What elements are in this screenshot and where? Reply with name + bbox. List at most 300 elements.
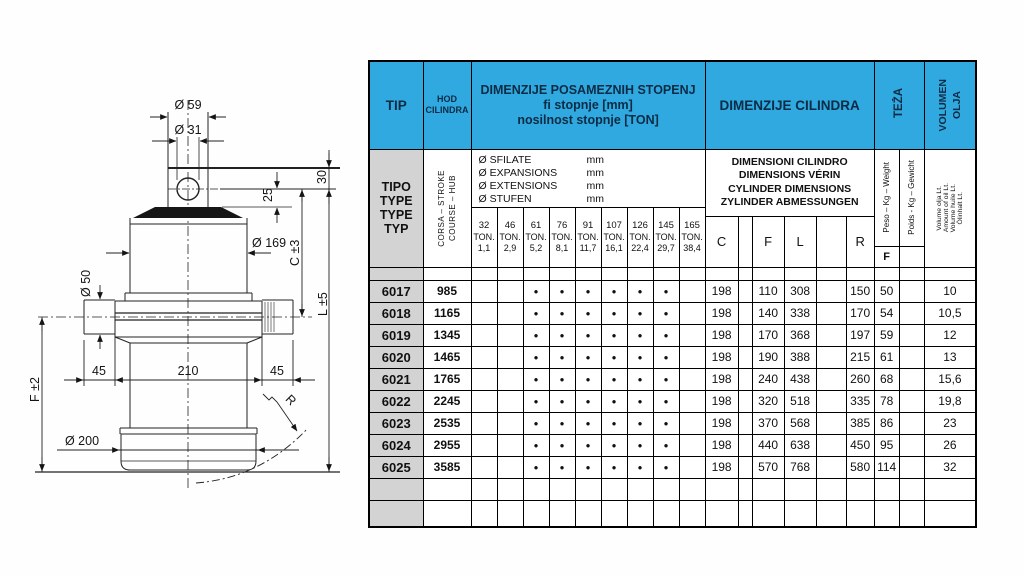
empty-cell bbox=[738, 500, 752, 527]
volume-legend-line: Volume olja Lt. bbox=[935, 185, 943, 231]
empty-cell bbox=[752, 500, 784, 527]
empty-cell bbox=[423, 500, 471, 527]
stage-legend-unit: mm bbox=[586, 179, 604, 192]
ton-word: TON. bbox=[603, 232, 625, 242]
l-cell: 568 bbox=[784, 412, 816, 434]
empty-cell bbox=[471, 478, 497, 500]
dim-label-dia200: Ø 200 bbox=[64, 434, 100, 448]
dim-label-radius: R bbox=[282, 392, 299, 409]
blank-cell bbox=[738, 456, 752, 478]
stage-legend-cell bbox=[471, 149, 705, 207]
tip-cell bbox=[369, 500, 423, 527]
tip-cell: 6021 bbox=[369, 368, 423, 390]
stage-dot-cell: ● bbox=[627, 390, 653, 412]
stage-col-header bbox=[549, 207, 575, 267]
tipo-line: TIPO bbox=[381, 180, 411, 194]
empty-cell bbox=[752, 478, 784, 500]
blank-cell bbox=[816, 368, 846, 390]
stage-col-header bbox=[601, 207, 627, 267]
weight-cell: 50 bbox=[874, 280, 899, 302]
weight-cell: 78 bbox=[874, 390, 899, 412]
stage-ton: 1,1 bbox=[477, 243, 491, 253]
empty-row bbox=[369, 500, 976, 527]
stage-dot-cell: ● bbox=[549, 412, 575, 434]
col-header-cylinder: DIMENZIJE CILINDRA bbox=[705, 61, 874, 149]
stage-dot-cell: ● bbox=[523, 456, 549, 478]
stage-legend-label: Ø SFILATE bbox=[478, 153, 532, 166]
f-cell: 370 bbox=[752, 412, 784, 434]
blank-cell bbox=[816, 324, 846, 346]
hod-cell: 1165 bbox=[423, 302, 471, 324]
stage-dot-cell: ● bbox=[601, 434, 627, 456]
stage-ton: 2,9 bbox=[503, 243, 517, 253]
stage-dot-cell bbox=[679, 368, 705, 390]
empty-cell bbox=[816, 478, 846, 500]
volume-cell: 26 bbox=[924, 434, 976, 456]
empty-cell bbox=[575, 267, 601, 280]
stage-dot-cell: ● bbox=[627, 456, 653, 478]
empty-cell bbox=[423, 478, 471, 500]
poids-cell bbox=[899, 302, 924, 324]
stage-dot-cell bbox=[497, 434, 523, 456]
volume-legend-cell bbox=[924, 149, 976, 267]
dim-label-25: 25 bbox=[261, 188, 275, 202]
empty-cell bbox=[575, 500, 601, 527]
empty-cell bbox=[784, 478, 816, 500]
volume-title-line: OLJA bbox=[950, 91, 963, 120]
stage-dot-cell bbox=[497, 390, 523, 412]
f-cell: 570 bbox=[752, 456, 784, 478]
volume-legend-line: Volume huile Lt. bbox=[949, 183, 957, 233]
c-cell: 198 bbox=[705, 324, 738, 346]
hod-cell: 2955 bbox=[423, 434, 471, 456]
col-header-r: R bbox=[846, 216, 874, 267]
col-header-c: C bbox=[705, 216, 738, 267]
poids-cell bbox=[899, 412, 924, 434]
ton-word: TON. bbox=[629, 232, 651, 242]
empty-cell bbox=[924, 500, 976, 527]
cylinder-legend-cell bbox=[705, 149, 874, 216]
stage-dot-cell: ● bbox=[523, 390, 549, 412]
stage-dot-cell bbox=[471, 324, 497, 346]
stage-dot-cell: ● bbox=[523, 280, 549, 302]
r-cell: 450 bbox=[846, 434, 874, 456]
stage-dot-cell: ● bbox=[575, 434, 601, 456]
stage-dot-cell: ● bbox=[575, 302, 601, 324]
poids-cell bbox=[899, 434, 924, 456]
l-cell: 438 bbox=[784, 368, 816, 390]
c-cell: 198 bbox=[705, 412, 738, 434]
blank-cell bbox=[816, 434, 846, 456]
stage-dot-cell: ● bbox=[627, 324, 653, 346]
r-cell: 260 bbox=[846, 368, 874, 390]
hod-cell: 1345 bbox=[423, 324, 471, 346]
f-cell: 140 bbox=[752, 302, 784, 324]
stage-dot-cell bbox=[471, 346, 497, 368]
empty-cell bbox=[471, 267, 497, 280]
empty-cell bbox=[549, 478, 575, 500]
c-cell: 198 bbox=[705, 346, 738, 368]
tipo-line: TYPE bbox=[379, 194, 413, 208]
blank-cell bbox=[738, 368, 752, 390]
dim-label-dia169: Ø 169 bbox=[252, 236, 287, 250]
stage-col-header bbox=[497, 207, 523, 267]
stage-dia: 46 bbox=[504, 220, 516, 231]
hod-cell: 2245 bbox=[423, 390, 471, 412]
stage-dot-cell bbox=[497, 302, 523, 324]
stage-dot-cell bbox=[679, 324, 705, 346]
volume-cell: 10,5 bbox=[924, 302, 976, 324]
ton-word: TON. bbox=[499, 232, 521, 242]
f-cell: 440 bbox=[752, 434, 784, 456]
empty-cell bbox=[874, 267, 899, 280]
col-header-f: F bbox=[752, 216, 784, 267]
stage-dot-cell bbox=[497, 456, 523, 478]
stage-ton: 29,7 bbox=[657, 243, 675, 253]
tipo-line: TYPE bbox=[379, 208, 413, 222]
empty-cell bbox=[497, 267, 523, 280]
ton-word: TON. bbox=[577, 232, 599, 242]
l-cell: 368 bbox=[784, 324, 816, 346]
dim-label-45-left: 45 bbox=[92, 364, 106, 378]
poids-cell bbox=[899, 368, 924, 390]
stage-ton: 38,4 bbox=[683, 243, 701, 253]
stage-dot-cell: ● bbox=[653, 324, 679, 346]
stage-dot-cell bbox=[471, 280, 497, 302]
stage-dia: 107 bbox=[606, 220, 622, 231]
poids-cell bbox=[899, 346, 924, 368]
volume-title-line: VOLUMEN bbox=[936, 79, 949, 132]
empty-cell bbox=[738, 267, 752, 280]
f-cell: 240 bbox=[752, 368, 784, 390]
weight-legend-poids-cell bbox=[899, 149, 924, 246]
empty-cell bbox=[899, 267, 924, 280]
spec-table-head bbox=[369, 61, 976, 267]
dim-label-30: 30 bbox=[315, 170, 329, 184]
stage-dia: 145 bbox=[658, 220, 674, 231]
spec-table-body bbox=[369, 267, 976, 527]
weight-cell: 114 bbox=[874, 456, 899, 478]
blank-cell bbox=[738, 302, 752, 324]
stage-dot-cell bbox=[497, 346, 523, 368]
volume-legend-line: Ölinhalt Lt. bbox=[956, 191, 964, 225]
stage-dia: 61 bbox=[530, 220, 542, 231]
f-cell: 110 bbox=[752, 280, 784, 302]
weight-cell: 95 bbox=[874, 434, 899, 456]
empty-cell bbox=[705, 478, 738, 500]
l-cell: 388 bbox=[784, 346, 816, 368]
tip-cell: 6025 bbox=[369, 456, 423, 478]
empty-cell bbox=[523, 500, 549, 527]
hod-line: CILINDRA bbox=[425, 105, 469, 116]
empty-cell bbox=[874, 478, 899, 500]
blank-cell bbox=[816, 390, 846, 412]
hod-cell: 2535 bbox=[423, 412, 471, 434]
spec-table bbox=[368, 60, 977, 528]
stage-legend-label: Ø EXTENSIONS bbox=[478, 179, 558, 192]
table-row bbox=[369, 434, 976, 456]
tipo-cell bbox=[369, 149, 423, 267]
dim-label-l: L ±5 bbox=[316, 292, 330, 316]
stage-dot-cell: ● bbox=[549, 456, 575, 478]
empty-cell bbox=[627, 478, 653, 500]
stage-dot-cell: ● bbox=[627, 412, 653, 434]
empty-cell bbox=[653, 500, 679, 527]
empty-cell bbox=[816, 500, 846, 527]
c-cell: 198 bbox=[705, 390, 738, 412]
weight-cell: 54 bbox=[874, 302, 899, 324]
empty-cell bbox=[874, 500, 899, 527]
r-cell: 335 bbox=[846, 390, 874, 412]
stage-dot-cell: ● bbox=[601, 368, 627, 390]
c-cell: 198 bbox=[705, 302, 738, 324]
empty-cell bbox=[846, 500, 874, 527]
empty-cell bbox=[549, 500, 575, 527]
cylinder-drawing bbox=[0, 0, 365, 576]
table-row bbox=[369, 302, 976, 324]
weight-cell: 61 bbox=[874, 346, 899, 368]
stage-dot-cell bbox=[679, 346, 705, 368]
stage-col-header bbox=[627, 207, 653, 267]
poids-cell bbox=[899, 324, 924, 346]
empty-cell bbox=[653, 267, 679, 280]
volume-legend-line: Amount of oil Lt. bbox=[942, 183, 950, 233]
stage-dot-cell: ● bbox=[575, 280, 601, 302]
empty-cell bbox=[601, 478, 627, 500]
stage-dot-cell: ● bbox=[523, 412, 549, 434]
blank-cell bbox=[816, 346, 846, 368]
empty-cell bbox=[423, 267, 471, 280]
stage-ton: 5,2 bbox=[529, 243, 543, 253]
blank-cell bbox=[816, 280, 846, 302]
tip-cell: 6018 bbox=[369, 302, 423, 324]
blank-cell bbox=[738, 412, 752, 434]
stage-dot-cell: ● bbox=[627, 346, 653, 368]
empty-cell bbox=[679, 500, 705, 527]
cylinder-legend-line: DIMENSIONI CILINDRO bbox=[731, 155, 848, 168]
empty-cell bbox=[601, 267, 627, 280]
weight-cell: 68 bbox=[874, 368, 899, 390]
stage-legend-label: Ø EXPANSIONS bbox=[478, 166, 558, 179]
stage-dot-cell: ● bbox=[627, 434, 653, 456]
stage-dot-cell bbox=[679, 434, 705, 456]
stage-dot-cell: ● bbox=[653, 280, 679, 302]
tip-cell bbox=[369, 267, 423, 280]
dim-label-45-right: 45 bbox=[270, 364, 284, 378]
weight-legend-line: Peso – Kg – Weight bbox=[882, 162, 892, 233]
col-header-volume bbox=[924, 61, 976, 149]
stage-dot-cell: ● bbox=[575, 412, 601, 434]
hod-line: HOD bbox=[437, 94, 457, 105]
stage-ton: 22,4 bbox=[631, 243, 649, 253]
empty-cell bbox=[816, 267, 846, 280]
empty-cell bbox=[679, 267, 705, 280]
hod-cell: 1765 bbox=[423, 368, 471, 390]
stage-dia: 91 bbox=[582, 220, 594, 231]
ton-word: TON. bbox=[655, 232, 677, 242]
tipo-line: TYP bbox=[384, 222, 409, 236]
ton-word: TON. bbox=[525, 232, 547, 242]
stage-dot-cell: ● bbox=[653, 346, 679, 368]
empty-cell bbox=[653, 478, 679, 500]
weight-f-subcell: F bbox=[874, 246, 899, 267]
blank-cell bbox=[816, 412, 846, 434]
f-cell: 170 bbox=[752, 324, 784, 346]
spacer-row bbox=[369, 267, 976, 280]
stage-dot-cell bbox=[679, 390, 705, 412]
r-cell: 580 bbox=[846, 456, 874, 478]
poids-cell bbox=[899, 390, 924, 412]
ton-word: TON. bbox=[551, 232, 573, 242]
r-cell: 215 bbox=[846, 346, 874, 368]
stage-dot-cell: ● bbox=[601, 456, 627, 478]
empty-cell bbox=[846, 478, 874, 500]
dim-label-dia31: Ø 31 bbox=[174, 123, 202, 137]
stage-col-header bbox=[653, 207, 679, 267]
empty-cell bbox=[738, 478, 752, 500]
stage-dot-cell: ● bbox=[627, 368, 653, 390]
weight-title: TEŽA bbox=[893, 87, 906, 118]
empty-cell bbox=[784, 267, 816, 280]
table-row bbox=[369, 456, 976, 478]
weight-cell: 86 bbox=[874, 412, 899, 434]
l-cell: 518 bbox=[784, 390, 816, 412]
table-row bbox=[369, 280, 976, 302]
stage-col-header bbox=[471, 207, 497, 267]
stage-dot-cell bbox=[497, 324, 523, 346]
table-row bbox=[369, 412, 976, 434]
stage-dot-cell: ● bbox=[549, 434, 575, 456]
stages-title-line: fi stopnje [mm] bbox=[543, 98, 633, 113]
volume-cell: 13 bbox=[924, 346, 976, 368]
stage-dot-cell: ● bbox=[575, 390, 601, 412]
stage-ton: 8,1 bbox=[555, 243, 569, 253]
r-cell: 197 bbox=[846, 324, 874, 346]
weight-legend-peso-cell bbox=[874, 149, 899, 246]
stage-dot-cell bbox=[679, 302, 705, 324]
empty-cell bbox=[497, 500, 523, 527]
r-cell: 385 bbox=[846, 412, 874, 434]
empty-cell bbox=[523, 478, 549, 500]
stage-ton: 11,7 bbox=[579, 243, 597, 253]
tip-cell: 6017 bbox=[369, 280, 423, 302]
volume-cell: 15,6 bbox=[924, 368, 976, 390]
stage-dot-cell bbox=[679, 412, 705, 434]
stage-dot-cell: ● bbox=[601, 280, 627, 302]
stage-col-header bbox=[679, 207, 705, 267]
empty-cell bbox=[924, 478, 976, 500]
stage-dot-cell: ● bbox=[523, 368, 549, 390]
stroke-legend-line: COURSE – HUB bbox=[448, 174, 457, 241]
stage-dot-cell: ● bbox=[653, 368, 679, 390]
stage-dot-cell bbox=[471, 368, 497, 390]
stage-legend-unit: mm bbox=[586, 153, 604, 166]
volume-cell: 23 bbox=[924, 412, 976, 434]
tilt-arc bbox=[196, 428, 308, 483]
stage-dot-cell: ● bbox=[523, 434, 549, 456]
weight-cell: 59 bbox=[874, 324, 899, 346]
volume-cell: 32 bbox=[924, 456, 976, 478]
blank-cell bbox=[738, 324, 752, 346]
empty-cell bbox=[601, 500, 627, 527]
poids-cell bbox=[899, 456, 924, 478]
blank-cell bbox=[738, 346, 752, 368]
f-cell: 190 bbox=[752, 346, 784, 368]
c-cell: 198 bbox=[705, 280, 738, 302]
empty-row bbox=[369, 478, 976, 500]
stage-dot-cell: ● bbox=[575, 346, 601, 368]
stage-dot-cell: ● bbox=[523, 324, 549, 346]
empty-cell bbox=[705, 267, 738, 280]
empty-cell bbox=[679, 478, 705, 500]
stage-dot-cell bbox=[497, 368, 523, 390]
stages-title-line: DIMENZIJE POSAMEZNIH STOPENJ bbox=[480, 83, 696, 98]
volume-cell: 12 bbox=[924, 324, 976, 346]
c-cell: 198 bbox=[705, 456, 738, 478]
stage-dot-cell: ● bbox=[523, 346, 549, 368]
stage-dot-cell bbox=[471, 302, 497, 324]
hod-cell: 985 bbox=[423, 280, 471, 302]
f-cell: 320 bbox=[752, 390, 784, 412]
volume-cell: 10 bbox=[924, 280, 976, 302]
col-header-l: L bbox=[784, 216, 816, 267]
poids-cell bbox=[899, 280, 924, 302]
c-cell: 198 bbox=[705, 434, 738, 456]
stage-dot-cell: ● bbox=[601, 412, 627, 434]
stage-legend-unit: mm bbox=[586, 192, 604, 205]
volume-cell: 19,8 bbox=[924, 390, 976, 412]
tip-cell: 6020 bbox=[369, 346, 423, 368]
r-cell: 170 bbox=[846, 302, 874, 324]
tip-cell: 6019 bbox=[369, 324, 423, 346]
empty-cell bbox=[899, 478, 924, 500]
col-header-hod bbox=[423, 61, 471, 149]
stage-dot-cell: ● bbox=[549, 302, 575, 324]
tip-cell: 6024 bbox=[369, 434, 423, 456]
hod-cell: 3585 bbox=[423, 456, 471, 478]
dim-label-f: F ±2 bbox=[28, 377, 42, 402]
stage-legend-label: Ø STUFEN bbox=[478, 192, 532, 205]
bellows bbox=[133, 207, 243, 218]
col-header-stages bbox=[471, 61, 705, 149]
stage-dot-cell: ● bbox=[653, 412, 679, 434]
empty-cell bbox=[846, 267, 874, 280]
table-row bbox=[369, 346, 976, 368]
stage-dia: 126 bbox=[632, 220, 648, 231]
empty-cell bbox=[627, 500, 653, 527]
stage-dot-cell: ● bbox=[523, 302, 549, 324]
dim-label-dia59: Ø 59 bbox=[174, 98, 202, 112]
stage-dot-cell bbox=[471, 434, 497, 456]
stage-dot-cell: ● bbox=[653, 302, 679, 324]
col-header-blank1 bbox=[738, 216, 752, 267]
stage-dot-cell bbox=[471, 390, 497, 412]
stroke-legend-line: CORSA – STROKE bbox=[437, 169, 446, 247]
empty-cell bbox=[752, 267, 784, 280]
stage-dot-cell: ● bbox=[601, 302, 627, 324]
stage-dia: 76 bbox=[556, 220, 568, 231]
empty-cell bbox=[705, 500, 738, 527]
stage-dot-cell: ● bbox=[549, 390, 575, 412]
stage-dot-cell bbox=[497, 280, 523, 302]
stages-title-line: nosilnost stopnje [TON] bbox=[517, 113, 659, 128]
stage-dot-cell bbox=[679, 456, 705, 478]
stage-dot-cell: ● bbox=[601, 390, 627, 412]
l-cell: 768 bbox=[784, 456, 816, 478]
weight-blank-subcell bbox=[899, 246, 924, 267]
stage-dot-cell: ● bbox=[653, 456, 679, 478]
dim-label-210: 210 bbox=[177, 364, 199, 378]
